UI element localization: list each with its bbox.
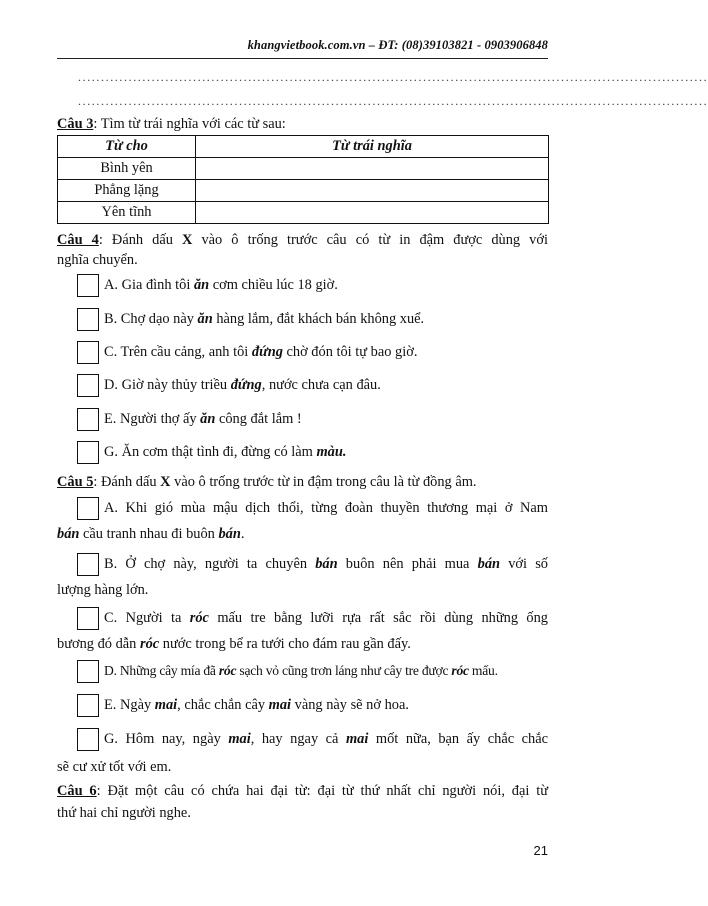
answer-checkbox[interactable]	[77, 341, 99, 364]
question-6-label: Câu 6	[57, 783, 97, 799]
table-row	[58, 158, 549, 180]
question-5-option-b-line2: lượng hàng lớn.	[57, 582, 149, 598]
page-header: khangvietbook.com.vn – ĐT: (08)39103821 - 0903906848	[247, 38, 548, 52]
question-4-option-d: D. Giờ này thủy triều đứng, nước chưa cạn đâu.	[77, 374, 548, 399]
question-4-option-g: G. Ăn cơm thật tình đi, đừng có làm màu.	[77, 441, 548, 466]
table-header-row	[58, 136, 549, 158]
question-5-option-b: B. Ở chợ này, người ta chuyên bán buôn nên phải mua bán với số	[77, 553, 548, 578]
question-5-option-e: E. Ngày mai, chắc chắn cây mai vàng này sẽ nở hoa.	[77, 694, 548, 719]
column-header-antonym: Từ trái nghĩa	[196, 136, 549, 158]
question-3-text: : Tìm từ trái nghĩa với các từ sau:	[93, 116, 286, 132]
question-5-label: Câu 5	[57, 474, 94, 490]
question-6: Câu 6: Đặt một câu có chứa hai đại từ: đại từ thứ nhất chỉ người nói, đại từ	[57, 783, 549, 799]
answer-checkbox[interactable]	[77, 497, 99, 520]
header-rule	[57, 58, 548, 59]
antonym-table	[57, 135, 549, 224]
given-word-cell: Phẳng lặng	[58, 180, 196, 202]
answer-checkbox[interactable]	[77, 728, 99, 751]
question-5-option-d: D. Những cây mía đã róc sạch vỏ cũng trơn láng như cây tre được róc mấu.	[77, 660, 548, 685]
answer-checkbox[interactable]	[77, 607, 99, 630]
table-row	[58, 180, 549, 202]
question-4-option-a: A. Gia đình tôi ăn cơm chiều lúc 18 giờ.	[77, 274, 548, 299]
answer-checkbox[interactable]	[77, 274, 99, 297]
answer-dotted-line: .........................................................................................................................................	[78, 94, 708, 108]
question-5-option-g-line2: sẽ cư xử tốt với em.	[57, 759, 172, 775]
answer-checkbox[interactable]	[77, 408, 99, 431]
given-word-cell: Yên tĩnh	[58, 202, 196, 224]
question-4-option-c: C. Trên cầu cảng, anh tôi đứng chờ đón tôi tự bao giờ.	[77, 341, 548, 366]
question-4-option-e: E. Người thợ ấy ăn công đắt lắm !	[77, 408, 548, 433]
question-3-label: Câu 3	[57, 116, 94, 132]
question-5: Câu 5: Đánh dấu X vào ô trống trước từ in đậm trong câu là từ đồng âm.	[57, 474, 477, 490]
answer-checkbox[interactable]	[77, 694, 99, 717]
column-header-given-word: Từ cho	[58, 136, 196, 158]
answer-checkbox[interactable]	[77, 553, 99, 576]
question-5-option-a: A. Khi gió mùa mậu dịch thổi, từng đoàn thuyền thương mại ở Nam	[77, 497, 548, 522]
answer-checkbox[interactable]	[77, 308, 99, 331]
antonym-answer-cell[interactable]	[196, 202, 549, 224]
question-3	[57, 114, 548, 134]
question-4-line2: nghĩa chuyển.	[57, 252, 138, 268]
antonym-answer-cell[interactable]	[196, 158, 549, 180]
mark-x: X	[182, 232, 193, 248]
mark-x: X	[160, 474, 171, 490]
answer-checkbox[interactable]	[77, 441, 99, 464]
question-5-option-c: C. Người ta róc mấu tre bằng lưỡi rựa rất sắc rồi dùng những ống	[77, 607, 548, 632]
page-number: 21	[533, 843, 548, 858]
question-5-option-g: G. Hôm nay, ngày mai, hay ngay cả mai mốt nữa, bạn ấy chắc chắc	[77, 728, 548, 753]
given-word-cell: Bình yên	[58, 158, 196, 180]
question-4-option-b: B. Chợ dạo này ăn hàng lắm, đắt khách bán không xuể.	[77, 308, 548, 333]
answer-checkbox[interactable]	[77, 374, 99, 397]
answer-dotted-line: .........................................................................................................................................	[78, 70, 708, 84]
question-5-option-c-line2: bương đó dẫn róc nước trong bể ra tưới cho đám rau gần đấy.	[57, 636, 411, 652]
question-4-label: Câu 4	[57, 232, 99, 248]
answer-checkbox[interactable]	[77, 660, 99, 683]
table-row	[58, 202, 549, 224]
question-4: Câu 4: Đánh dấu X vào ô trống trước câu có từ in đậm được dùng với	[57, 232, 548, 248]
antonym-answer-cell[interactable]	[196, 180, 549, 202]
question-5-option-a-line2: bán cầu tranh nhau đi buôn bán.	[57, 526, 245, 542]
question-6-line2: thứ hai chỉ người nghe.	[57, 805, 191, 821]
